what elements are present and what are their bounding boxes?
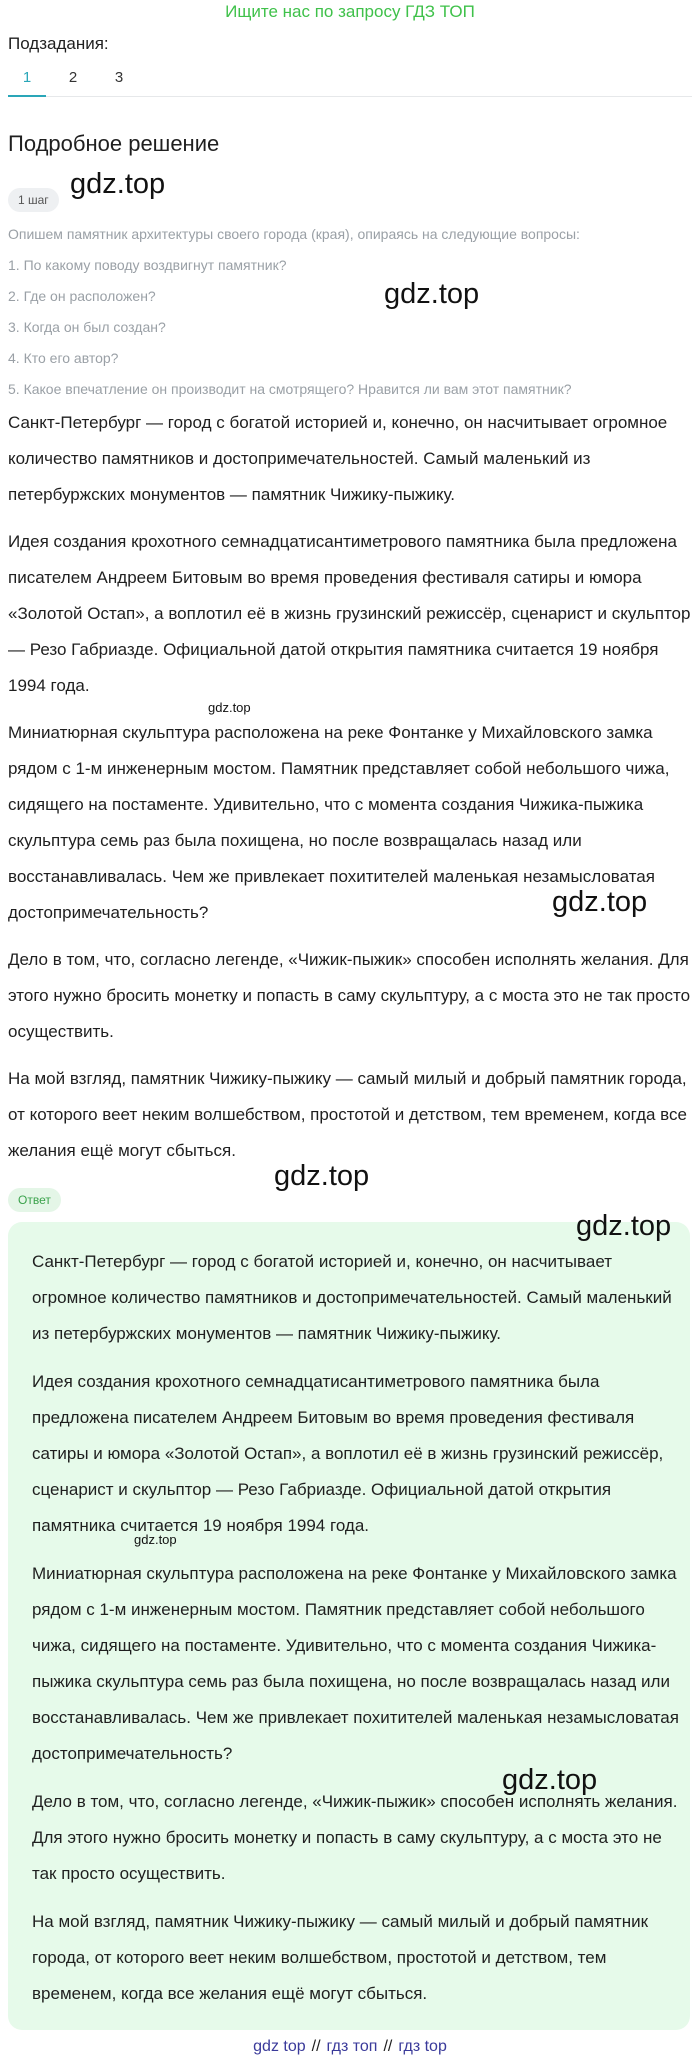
solution-text xyxy=(8,405,696,1180)
footer-separator: // xyxy=(383,2038,393,2055)
footer-links xyxy=(0,2038,700,2056)
watermark: gdz.top xyxy=(208,700,251,715)
solution-paragraph: На мой взгляд, памятник Чижику-пыжику — самый милый и добрый памятник города, от которого веет неким волшебством, простотой и детством, тем временем, когда все желания ещё могут сбыться. xyxy=(8,1069,687,1160)
watermark: gdz.top xyxy=(70,168,166,200)
tab-subtask-1[interactable]: 1 xyxy=(8,68,46,97)
footer-separator: // xyxy=(311,2038,321,2055)
tab-subtask-3[interactable]: 3 xyxy=(114,69,124,86)
answer-paragraph: Идея создания крохотного семнадцатисантиметрового памятника была предложена писателем Андреем Битовым во время проведения фестиваля сатиры и юмора «Золотой Остап», а воплотил её в жизнь грузинский режиссёр, сценарист и скульптор — Резо Габриазде. Официальной датой открытия памятника считается 19 ноября 1994 года. xyxy=(32,1372,664,1535)
question-item: 3. Когда он был создан? xyxy=(8,319,166,335)
solution-paragraph: Идея создания крохотного семнадцатисантиметрового памятника была предложена писателем Андреем Битовым во время проведения фестиваля сатиры и юмора «Золотой Остап», а воплотил её в жизнь грузинский режиссёр, сценарист и скульптор — Резо Габриазде. Официальной датой открытия памятника считается 19 ноября 1994 года. xyxy=(8,532,691,695)
solution-paragraph: Дело в том, что, согласно легенде, «Чижик-пыжик» способен исполнять желания. Для этого нужно бросить монетку и попасть в саму скульптуру, а с моста это не так просто осуществить. xyxy=(8,950,691,1041)
answer-text xyxy=(32,1244,684,2024)
question-intro: Опишем памятник архитектуры своего города (края), опираясь на следующие вопросы: xyxy=(8,226,580,242)
watermark: gdz.top xyxy=(552,886,648,918)
answer-box xyxy=(8,1222,690,2030)
subtask-tabs xyxy=(8,62,692,97)
footer-link-gdz-top-ru[interactable]: гдз топ xyxy=(326,2038,378,2055)
answer-paragraph: На мой взгляд, памятник Чижику-пыжику — самый милый и добрый памятник города, от которого веет неким волшебством, простотой и детством, тем временем, когда все желания ещё могут сбыться. xyxy=(32,1912,649,2003)
answer-paragraph: Дело в том, что, согласно легенде, «Чижик-пыжик» способен исполнять желания. Для этого нужно бросить монетку и попасть в саму скульптуру, а с моста это не так просто осуществить. xyxy=(32,1792,678,1883)
footer-link-gdz-top-mixed[interactable]: гдз top xyxy=(398,2038,447,2055)
question-item: 2. Где он расположен? xyxy=(8,288,156,304)
answer-badge: Ответ xyxy=(8,1188,61,1212)
step-badge: 1 шаг xyxy=(8,188,59,212)
tab-subtask-2[interactable]: 2 xyxy=(68,69,78,86)
solution-paragraph: Санкт-Петербург — город с богатой историей и, конечно, он насчитывает огромное количество памятников и достопримечательностей. Самый маленький из петербуржских монументов — памятник Чижику-пыжику. xyxy=(8,413,668,504)
promo-banner: Ищите нас по запросу ГДЗ ТОП xyxy=(225,2,475,21)
watermark: gdz.top xyxy=(502,1764,598,1796)
watermark: gdz.top xyxy=(384,278,480,310)
answer-paragraph: Миниатюрная скульптура расположена на реке Фонтанке у Михайловского замка рядом с 1-м инженерным мостом. Памятник представляет собой небольшого чижа, сидящего на постаменте. Удивительно, что с момента создания Чижика-пыжика скульптура семь раз была похищена, но после возвращалась назад или восстанавливалась. Чем же привлекает похитителей маленькая незамысловатая достопримечательность? xyxy=(32,1564,679,1763)
watermark: gdz.top xyxy=(576,1210,672,1242)
answer-paragraph: Санкт-Петербург — город с богатой историей и, конечно, он насчитывает огромное количество памятников и достопримечательностей. Самый маленький из петербуржских монументов — памятник Чижику-пыжику. xyxy=(32,1252,672,1343)
question-item: 5. Какое впечатление он производит на смотрящего? Нравится ли вам этот памятник? xyxy=(8,381,572,397)
solution-paragraph: Миниатюрная скульптура расположена на реке Фонтанке у Михайловского замка рядом с 1-м инженерным мостом. Памятник представляет собой небольшого чижа, сидящего на постаменте. Удивительно, что с момента создания Чижика-пыжика скульптура семь раз была похищена, но после возвращалась назад или восстанавливалась. Чем же привлекает похитителей маленькая незамысловатая достопримечательность? xyxy=(8,723,670,922)
subtasks-label: Подзадания: xyxy=(8,34,109,53)
watermark: gdz.top xyxy=(134,1532,177,1547)
footer-link-gdz-top[interactable]: gdz top xyxy=(253,2038,306,2055)
watermark: gdz.top xyxy=(274,1160,370,1192)
question-block xyxy=(8,219,692,405)
section-title: Подробное решение xyxy=(8,131,220,156)
question-item: 4. Кто его автор? xyxy=(8,350,119,366)
question-item: 1. По какому поводу воздвигнут памятник? xyxy=(8,257,287,273)
